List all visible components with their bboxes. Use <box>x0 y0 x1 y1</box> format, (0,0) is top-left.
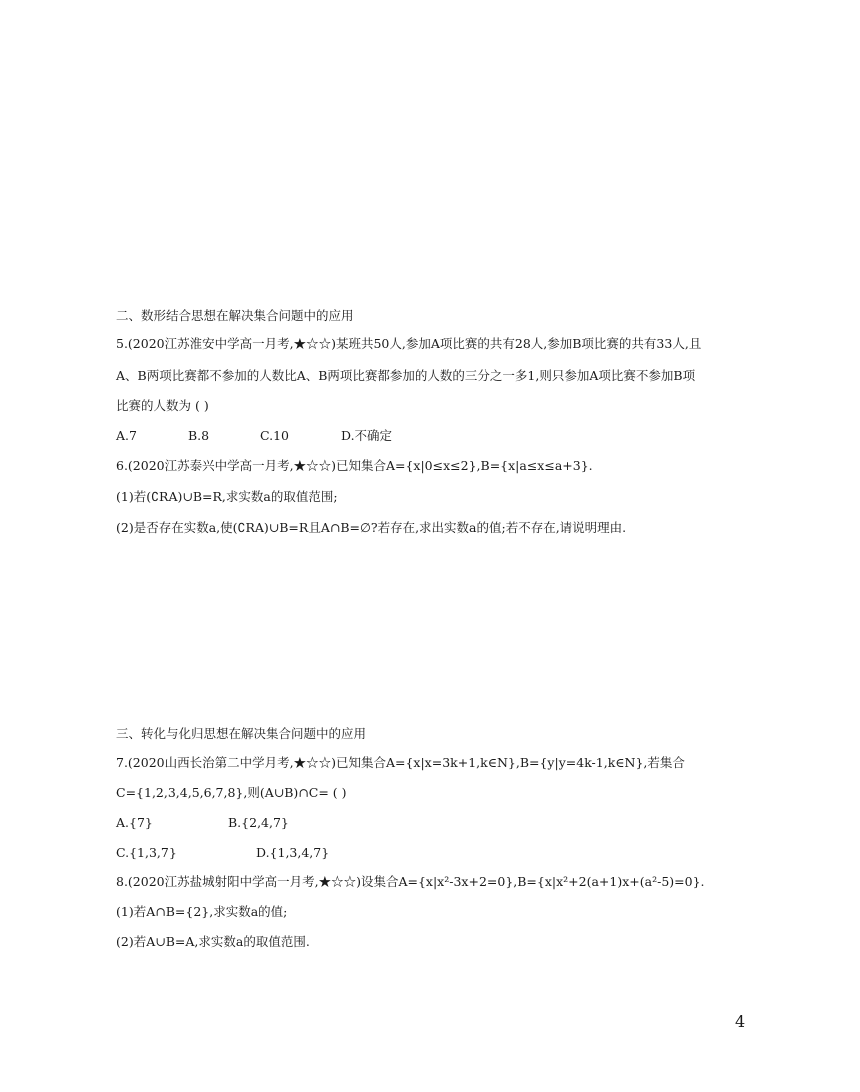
question-6-part-1: (1)若(∁RA)∪B=R,求实数a的取值范围; <box>116 489 338 504</box>
option-c: C.{1,3,7} <box>116 845 177 860</box>
question-8-part-2: (2)若A∪B=A,求实数a的取值范围. <box>116 934 310 949</box>
question-7-line-1: 7.(2020山西长治第二中学月考,★☆☆)已知集合A={x|x=3k+1,k∈N},B={y|y=4k-1,k∈N},若集合 <box>116 755 685 770</box>
question-6-part-2: (2)是否存在实数a,使(∁RA)∪B=R且A∩B=∅?若存在,求出实数a的值;若不存在,请说明理由. <box>116 520 627 535</box>
option-a: A.7 <box>116 428 137 443</box>
option-c: C.10 <box>260 428 289 443</box>
question-8-part-1: (1)若A∩B={2},求实数a的值; <box>116 904 288 919</box>
question-5-line-3: 比赛的人数为 ( ) <box>116 398 209 413</box>
question-7-options-row-1 <box>116 815 416 831</box>
option-b: B.{2,4,7} <box>228 815 289 830</box>
option-d: D.不确定 <box>341 428 393 443</box>
option-a: A.{7} <box>116 815 153 830</box>
question-7-options-row-2 <box>116 845 416 861</box>
question-5-line-2: A、B两项比赛都不参加的人数比A、B两项比赛都参加的人数的三分之一多1,则只参加A项比赛不参加B项 <box>116 368 696 383</box>
question-8-line-1: 8.(2020江苏盐城射阳中学高一月考,★☆☆)设集合A={x|x²-3x+2=0},B={x|x²+2(a+1)x+(a²-5)=0}. <box>116 874 705 889</box>
question-7-line-2: C={1,2,3,4,5,6,7,8},则(A∪B)∩C= ( ) <box>116 785 347 800</box>
question-6-line-1: 6.(2020江苏泰兴中学高一月考,★☆☆)已知集合A={x|0≤x≤2},B={x|a≤x≤a+3}. <box>116 458 593 473</box>
question-5-line-1: 5.(2020江苏淮安中学高一月考,★☆☆)某班共50人,参加A项比赛的共有28人,参加B项比赛的共有33人,且 <box>116 336 702 351</box>
section-3-title: 三、转化与化归思想在解决集合问题中的应用 <box>116 726 367 741</box>
option-d: D.{1,3,4,7} <box>256 845 330 860</box>
section-2-title: 二、数形结合思想在解决集合问题中的应用 <box>116 308 354 323</box>
option-b: B.8 <box>188 428 210 443</box>
question-5-options <box>116 428 416 444</box>
page-number: 4 <box>735 1012 746 1031</box>
